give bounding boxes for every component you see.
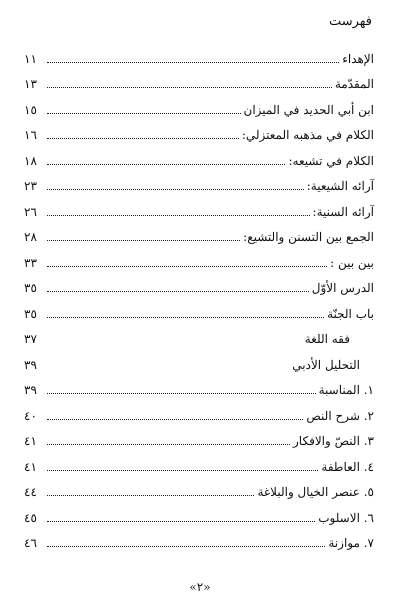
- toc-page-number: ٤١: [24, 434, 37, 448]
- dot-leader: [47, 214, 310, 216]
- toc-title: ٧. موازنة: [328, 536, 374, 550]
- toc-heading: فهرست: [328, 14, 372, 29]
- dot-leader: [47, 392, 316, 394]
- toc-entry: [24, 270, 374, 296]
- table-of-contents: [24, 40, 374, 550]
- toc-title: آرائه الشيعية:: [306, 179, 374, 193]
- toc-entry: [24, 142, 374, 168]
- toc-page-number: ١٦: [24, 128, 37, 142]
- toc-title: التحليل الأدبي: [292, 357, 360, 372]
- toc-page-number: ١٨: [24, 153, 37, 168]
- toc-page-number: ٣٧: [24, 332, 37, 346]
- toc-title: ٣. النصّ والافكار: [293, 434, 374, 448]
- toc-page-number: ٢٦: [24, 204, 37, 219]
- toc-entry: [24, 499, 374, 525]
- toc-page-number: ٣٣: [24, 255, 37, 270]
- toc-title: الدرس الأوّل: [311, 281, 374, 295]
- toc-entry: [24, 372, 374, 398]
- toc-page-number: ٤٠: [24, 408, 37, 423]
- toc-entry: [24, 244, 374, 270]
- toc-page-number: ٣٥: [24, 306, 37, 321]
- toc-page-number: ٣٩: [24, 383, 37, 397]
- toc-title: الجمع بين التسنن والتشيع:: [243, 230, 374, 244]
- toc-title: المقدّمة: [334, 77, 374, 91]
- toc-page-number: ٤٦: [24, 536, 37, 550]
- toc-title: فقه اللغة: [304, 332, 350, 346]
- toc-title: الكلام في مذهبه المعتزلي:: [241, 128, 374, 142]
- toc-title: ٦. الاسلوب: [318, 510, 374, 525]
- toc-title: ٢. شرح النص: [306, 408, 374, 423]
- toc-page-number: ٤١: [24, 459, 37, 474]
- toc-title: ابن أبي الحديد في الميزان: [243, 102, 374, 117]
- toc-entry: [24, 168, 374, 194]
- toc-title: الكلام في تشيعه:: [288, 153, 374, 168]
- dot-leader: [47, 494, 254, 496]
- toc-entry: [24, 66, 374, 92]
- toc-title: بين بين :: [330, 255, 374, 270]
- toc-entry: [24, 448, 374, 474]
- toc-entry: [24, 193, 374, 219]
- dot-leader: [47, 520, 315, 522]
- toc-page-number: ٤٥: [24, 510, 37, 525]
- toc-title: ١. المناسبة: [318, 383, 374, 397]
- toc-entry: [24, 295, 374, 321]
- toc-entry: [24, 321, 374, 347]
- toc-entry: [24, 346, 374, 372]
- toc-entry: [24, 40, 374, 66]
- toc-entry: [24, 91, 374, 117]
- toc-entry: [24, 117, 374, 143]
- dot-leader: [47, 290, 309, 292]
- toc-entry: [24, 474, 374, 500]
- toc-page-number: ١١: [24, 51, 37, 66]
- toc-entry: [24, 397, 374, 423]
- toc-title: آرائه السنية:: [312, 204, 374, 219]
- toc-title: الإهداء: [342, 51, 374, 66]
- toc-page-number: ٢٨: [24, 230, 37, 244]
- dot-leader: [47, 61, 339, 63]
- toc-page-number: ١٣: [24, 77, 37, 91]
- toc-entry: [24, 423, 374, 449]
- toc-page-number: ١٥: [24, 102, 37, 117]
- dot-leader: [47, 545, 325, 547]
- dot-leader: [47, 342, 302, 343]
- toc-title: باب الجنّة: [327, 306, 374, 321]
- dot-leader: [47, 443, 290, 445]
- dot-leader: [47, 316, 324, 318]
- dot-leader: [47, 239, 240, 241]
- toc-title: ٥. عنصر الخيال والبلاغة: [257, 485, 374, 499]
- toc-title: ٤. العاطفة: [321, 459, 374, 474]
- toc-entry: [24, 219, 374, 245]
- dot-leader: [47, 112, 241, 114]
- toc-page-number: ٤٤: [24, 485, 37, 499]
- dot-leader: [47, 163, 285, 165]
- toc-page-number: ٣٩: [24, 357, 37, 372]
- dot-leader: [47, 265, 327, 267]
- toc-page-number: ٢٣: [24, 179, 37, 193]
- page-number-footer: «٢»: [189, 580, 211, 594]
- dot-leader: [47, 469, 318, 471]
- dot-leader: [47, 188, 304, 190]
- dot-leader: [47, 137, 239, 139]
- toc-page-number: ٣٥: [24, 281, 37, 295]
- dot-leader: [47, 86, 332, 88]
- toc-entry: [24, 525, 374, 551]
- dot-leader: [47, 418, 303, 420]
- dot-leader: [47, 368, 289, 369]
